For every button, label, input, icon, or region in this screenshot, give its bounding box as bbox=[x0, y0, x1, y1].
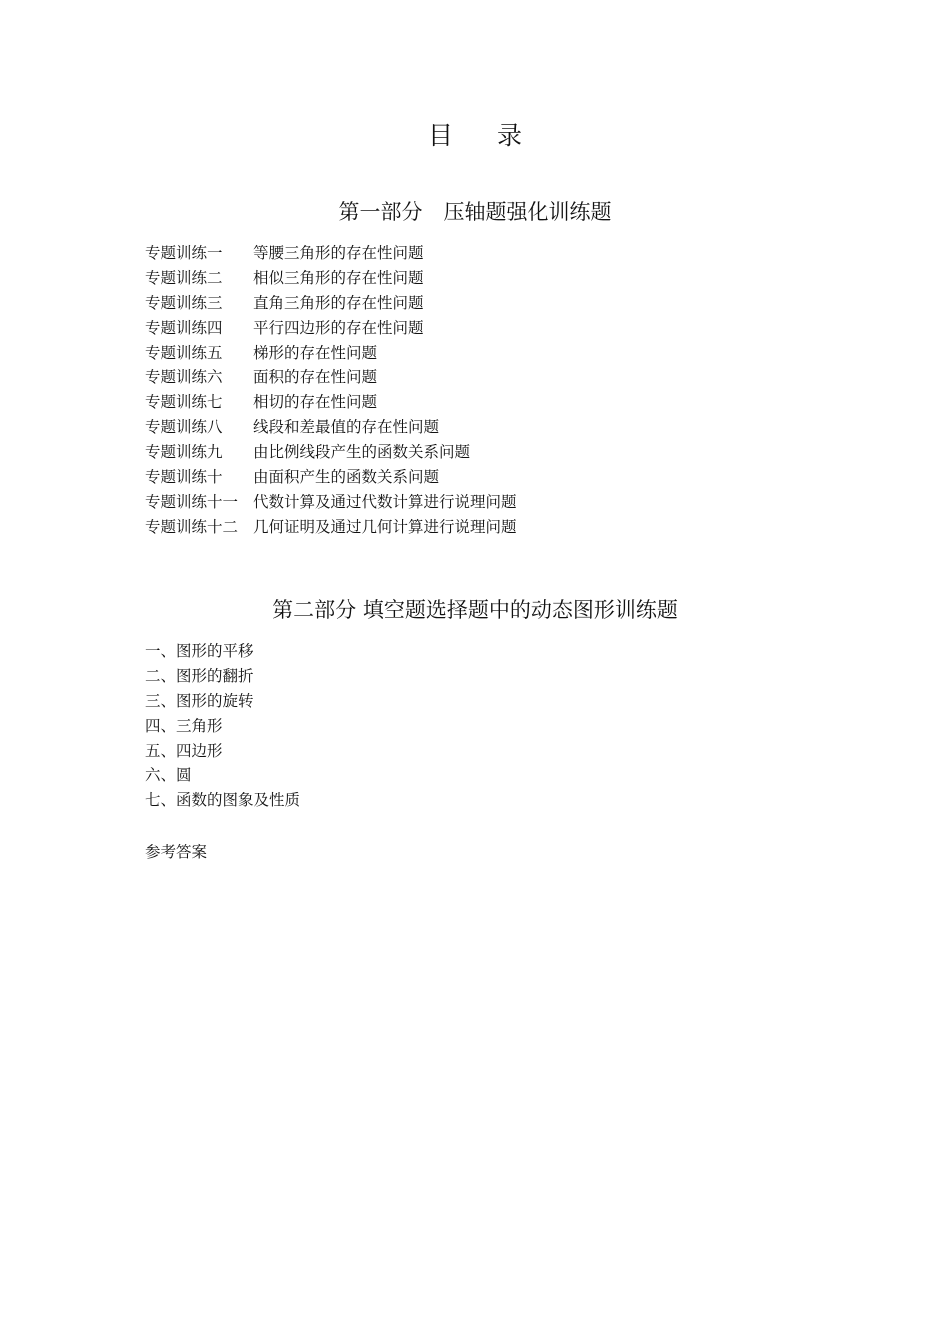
toc-entry-title: 相切的存在性问题 bbox=[253, 393, 378, 412]
toc-entry-title: 由面积产生的函数关系问题 bbox=[253, 468, 440, 487]
part2-heading: 第二部分 填空题选择题中的动态图形训练题 bbox=[272, 598, 678, 622]
toc-entry-title: 由比例线段产生的函数关系问题 bbox=[253, 443, 471, 462]
toc-entry-title: 等腰三角形的存在性问题 bbox=[253, 244, 424, 262]
toc-entry-code: 专题训练九 bbox=[145, 443, 223, 462]
toc-entry-code: 专题训练十二 bbox=[145, 517, 239, 536]
toc-entry bbox=[145, 390, 517, 415]
toc-entry-title: 面积的存在性问题 bbox=[253, 368, 378, 387]
toc-entry bbox=[145, 291, 517, 316]
toc-entry bbox=[145, 415, 517, 440]
toc-entry bbox=[145, 515, 517, 540]
part2-list bbox=[145, 639, 300, 813]
toc-entry-code: 专题训练二 bbox=[145, 268, 223, 287]
toc-entry bbox=[145, 241, 517, 266]
toc-entry-title: 平行四边形的存在性问题 bbox=[253, 318, 424, 337]
part1-list bbox=[145, 241, 517, 540]
answers-label: 参考答案 bbox=[145, 843, 208, 861]
toc-entry bbox=[145, 465, 517, 490]
toc-entry-code: 专题训练六 bbox=[145, 368, 223, 387]
toc-entry-title: 线段和差最值的存在性问题 bbox=[253, 418, 440, 437]
toc-entry-title: 梯形的存在性问题 bbox=[253, 343, 378, 362]
toc-entry bbox=[145, 316, 517, 341]
toc-entry-code: 专题训练三 bbox=[145, 293, 223, 312]
toc-entry-title: 几何证明及通过几何计算进行说理问题 bbox=[253, 517, 517, 536]
toc-entry-code: 专题训练十一 bbox=[145, 492, 239, 511]
toc-entry-code: 专题训练十 bbox=[145, 468, 223, 487]
list-item: 三、图形的旋转 bbox=[145, 691, 254, 710]
toc-entry bbox=[145, 365, 517, 390]
part1-heading: 第一部分 压轴题强化训练题 bbox=[338, 200, 612, 224]
toc-entry-title: 代数计算及通过代数计算进行说理问题 bbox=[253, 492, 517, 511]
list-item: 六、圆 bbox=[145, 766, 192, 785]
list-item: 五、四边形 bbox=[145, 741, 223, 760]
toc-entry-code: 专题训练五 bbox=[145, 343, 223, 362]
toc-entry bbox=[145, 266, 517, 291]
toc-entry-code: 专题训练七 bbox=[145, 393, 223, 412]
toc-entry-code: 专题训练一 bbox=[145, 244, 223, 262]
toc-entry-title: 直角三角形的存在性问题 bbox=[253, 293, 424, 312]
list-item: 二、图形的翻折 bbox=[145, 666, 254, 685]
toc-entry bbox=[145, 440, 517, 465]
toc-entry-code: 专题训练四 bbox=[145, 318, 223, 337]
list-item: 四、三角形 bbox=[145, 716, 223, 735]
toc-entry-code: 专题训练八 bbox=[145, 418, 223, 437]
toc-entry bbox=[145, 490, 517, 515]
toc-entry bbox=[145, 341, 517, 366]
list-item: 一、图形的平移 bbox=[145, 642, 254, 660]
toc-title: 目录 bbox=[427, 121, 566, 150]
toc-entry-title: 相似三角形的存在性问题 bbox=[253, 268, 424, 287]
list-item: 七、函数的图象及性质 bbox=[145, 791, 301, 810]
